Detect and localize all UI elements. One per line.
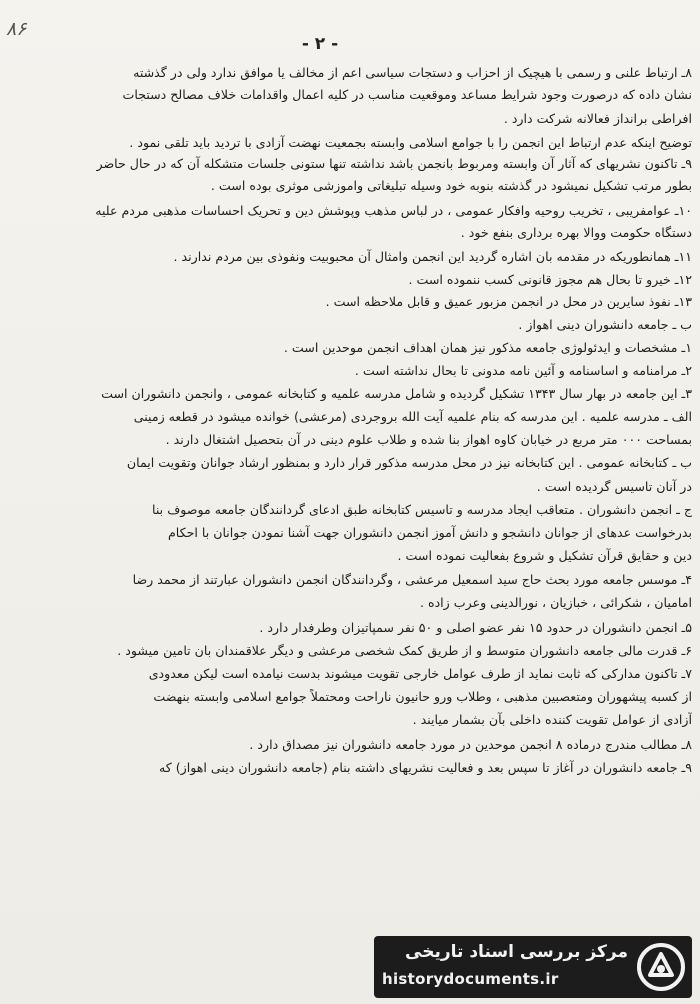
- text-line: ۹ـ تاکنون نشریهای که آثار آن وابسته ومربوط بانجمن باشد نداشته تنها ستونی جلسات متشکله آن که در حال حاضر: [96, 156, 692, 171]
- archive-name: مرکز بررسی اسناد تاریخی: [405, 942, 628, 962]
- text-line: ب ـ کتابخانه عمومی . این کتابخانه نیز در محل مدرسه مذکور قرار دارد و بمنظور ارشاد جوانان وتقویت ایمان: [126, 455, 692, 470]
- text-line: ۸ـ مطالب مندرج درماده ۸ انجمن موحدین در مورد جامعه دانشوران نیز مصداق دارد .: [249, 737, 692, 752]
- text-line: ۳ـ این جامعه در بهار سال ۱۳۴۳ تشکیل گردیده و شامل مدرسه علمیه و کتابخانه عمومی ، وانجمن دانشوران است: [101, 386, 692, 401]
- text-line: ج ـ انجمن دانشوران . متعاقب ایجاد مدرسه و تاسیس کتابخانه طبق ادعای گردانندگان جامعه موصوف بنا: [152, 502, 692, 517]
- text-line: بطور مرتب تشکیل نمیشود در گذشته بنوبه خود وسیله تبلیغاتی واموزشی موثری بوده است .: [210, 178, 692, 193]
- text-line: نشان داده که درصورت وجود شرایط مساعد وموقعیت مناسب در کلیه اعمال واقدامات خلاف مصالح دستجات: [122, 87, 692, 102]
- section-heading: ب ـ جامعه دانشوران دینی اهواز .: [518, 317, 692, 332]
- text-line: بمساحت ۰۰۰ متر مربع در خیابان کاوه اهواز بنا شده و طلاب علوم دینی در آن بتحصیل اشتغال دارند .: [165, 432, 692, 447]
- text-line: الف ـ مدرسه علمیه . این مدرسه که بنام علمیه آیت الله بروجردی (مرعشی) خوانده میشود در قطعه زمینی: [133, 409, 692, 424]
- text-line: از کسبه پیشهوران ومتعصبین مذهبی ، وطلاب ورو حانیون ناراحت ومحتملاً جوامع اسلامی وابسته بنهضت: [153, 689, 692, 704]
- text-line: ۱۳ـ نفوذ سایرین در محل در انجمن مزبور عمیق و قابل ملاحظه است .: [325, 294, 692, 309]
- text-line: ۲ـ مرامنامه و اساسنامه و آئین نامه مدونی تا بحال نداشته است .: [354, 363, 692, 378]
- handwritten-page-note: ۸۶: [6, 18, 27, 40]
- text-line: ۱ـ مشخصات و ایدئولوژی جامعه مذکور نیز همان اهداف انجمن موحدین است .: [283, 340, 692, 355]
- text-line: ۱۰ـ عوامفریبی ، تخریب روحیه وافکار عمومی ، در لباس مذهب وپوشش دین و تحریک احساسات مذهبی مردم علیه: [95, 203, 692, 218]
- text-line: ۸ـ ارتباط علنی و رسمی با هیچیک از احزاب و دستجات سیاسی اعم از مخالف یا موافق ندارد ولی در گذشته: [133, 65, 692, 80]
- text-line: بدرخواست عدهای از جوانان دانشجو و دانش آموز انجمن دانشوران جهت آشنا نمودن جوانان با احکام: [167, 525, 692, 540]
- text-line: ۵ـ انجمن دانشوران در حدود ۱۵ نفر عضو اصلی و ۵۰ نفر سمپاتیزان وطرفدار دارد .: [259, 620, 692, 635]
- page-number: - ۲ -: [301, 34, 339, 54]
- archive-watermark: [374, 936, 692, 998]
- text-line: افراطی برانداز فعالانه شرکت دارد .: [503, 111, 692, 126]
- archive-url: historydocuments.ir: [382, 970, 559, 988]
- text-line: آزادی از عوامل تقویت کننده داخلی بآن بشمار میایند .: [412, 712, 692, 727]
- text-line: ۱۱ـ همانطوریکه در مقدمه بان اشاره گردید این انجمن وامثال آن محبوبیت ونفوذی بین مردم ندارند .: [173, 249, 692, 264]
- text-line: ۴ـ موسس جامعه مورد بحث حاج سید اسمعیل مرعشی ، وگردانندگان انجمن دانشوران عبارتند از محمد رضا: [132, 572, 692, 587]
- document-body: [14, 60, 692, 775]
- text-line: ۶ـ قدرت مالی جامعه دانشوران متوسط و از طریق کمک شخصی مرعشی و دیگر علاقمندان بان تامین میشود .: [117, 643, 692, 658]
- text-line: ۱۲ـ خیرو تا بحال هم مجوز قانونی کسب ننموده است .: [408, 272, 692, 287]
- text-line: دین و حقایق قرآن تشکیل و شروع بفعالیت نموده است .: [397, 548, 692, 563]
- archive-logo-icon: [636, 942, 686, 992]
- text-line: ۷ـ تاکنون مدارکی که ثابت نماید از طرف عوامل خارجی تقویت میشوند بدست نیامده است لیکن معدودی: [148, 666, 692, 681]
- text-line: دستگاه حکومت ووالا بهره برداری بنفع خود .: [460, 225, 692, 240]
- text-line: ۹ـ جامعه دانشوران در آغاز تا سپس بعد و فعالیت نشریهای داشته بنام (جامعه دانشوران دینی اهواز) که: [159, 760, 692, 775]
- text-line: توضیح اینکه عدم ارتباط این انجمن را با جوامع اسلامی وابسته بجمعیت نهضت آزادی با تردید باید تلقی نمود .: [129, 135, 692, 150]
- text-line: امامیان ، شکرائی ، خبازیان ، نورالدینی وعرب زاده .: [419, 595, 692, 610]
- text-line: در آنان تاسیس گردیده است .: [536, 479, 692, 494]
